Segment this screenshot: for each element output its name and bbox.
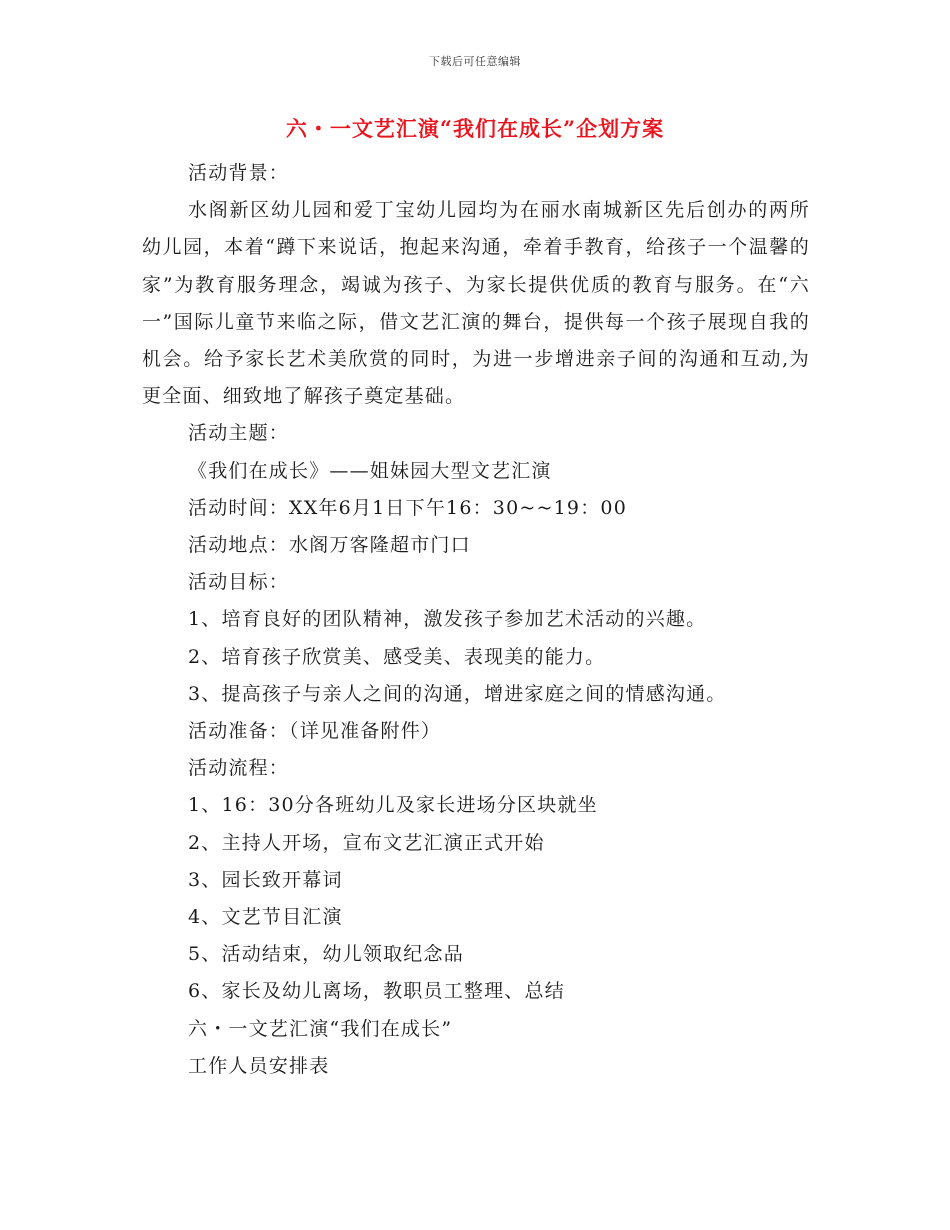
background-paragraph: 水阁新区幼儿园和爱丁宝幼儿园均为在丽水南城新区先后创办的两所幼儿园，本着“蹲下来说话，抱起来沟通，牵着手教育，给孩子一个温馨的家”为教育服务理念，竭诚为孩子、为家长提供优质的教育与服务。在“六一”国际儿童节来临之际，借文艺汇演的舞台，提供每一个孩子展现自我的机会。给予家长艺术美欣赏的同时，为进一步增进亲子间的沟通和互动,为更全面、细致地了解孩子奠定基础。 (142, 199, 810, 408)
goal-item: 2、培育孩子欣赏美、感受美、表现美的能力。 (188, 645, 606, 668)
closing-title: 六・一文艺汇演“我们在成长” (188, 1017, 453, 1040)
document-title: 六・一文艺汇演“我们在成长”企划方案 (285, 116, 665, 141)
goal-item: 1、培育良好的团队精神，激发孩子参加艺术活动的兴趣。 (188, 608, 707, 631)
background-label: 活动背景： (188, 162, 290, 184)
flow-item: 3、园长致开幕词 (188, 868, 343, 891)
goal-item: 3、提高孩子与亲人之间的沟通，增进家庭之间的情感沟通。 (188, 682, 727, 705)
flow-item: 2、主持人开场，宣布文艺汇演正式开始 (188, 831, 545, 854)
document-body (142, 155, 810, 1085)
activity-time: 活动时间：XX年6月1日下午16：30~~19：00 (188, 496, 627, 519)
theme-label: 活动主题： (188, 422, 290, 445)
flow-item: 5、活动结束，幼儿领取纪念品 (188, 943, 464, 966)
flow-item: 4、文艺节目汇演 (188, 906, 343, 929)
activity-place: 活动地点：水阁万客隆超市门口 (188, 534, 471, 557)
flow-item: 6、家长及幼儿离场，教职员工整理、总结 (188, 980, 565, 1003)
flow-label: 活动流程： (188, 757, 290, 780)
flow-item: 1、16：30分各班幼儿及家长进场分区块就坐 (188, 794, 598, 817)
staff-table-label: 工作人员安排表 (188, 1054, 330, 1077)
header-note: 下载后可任意编辑 (429, 55, 521, 68)
goals-label: 活动目标： (188, 571, 290, 594)
preparation-line: 活动准备：（详见准备附件） (188, 720, 442, 743)
theme-text: 《我们在成长》——姐妹园大型文艺汇演 (188, 459, 552, 482)
